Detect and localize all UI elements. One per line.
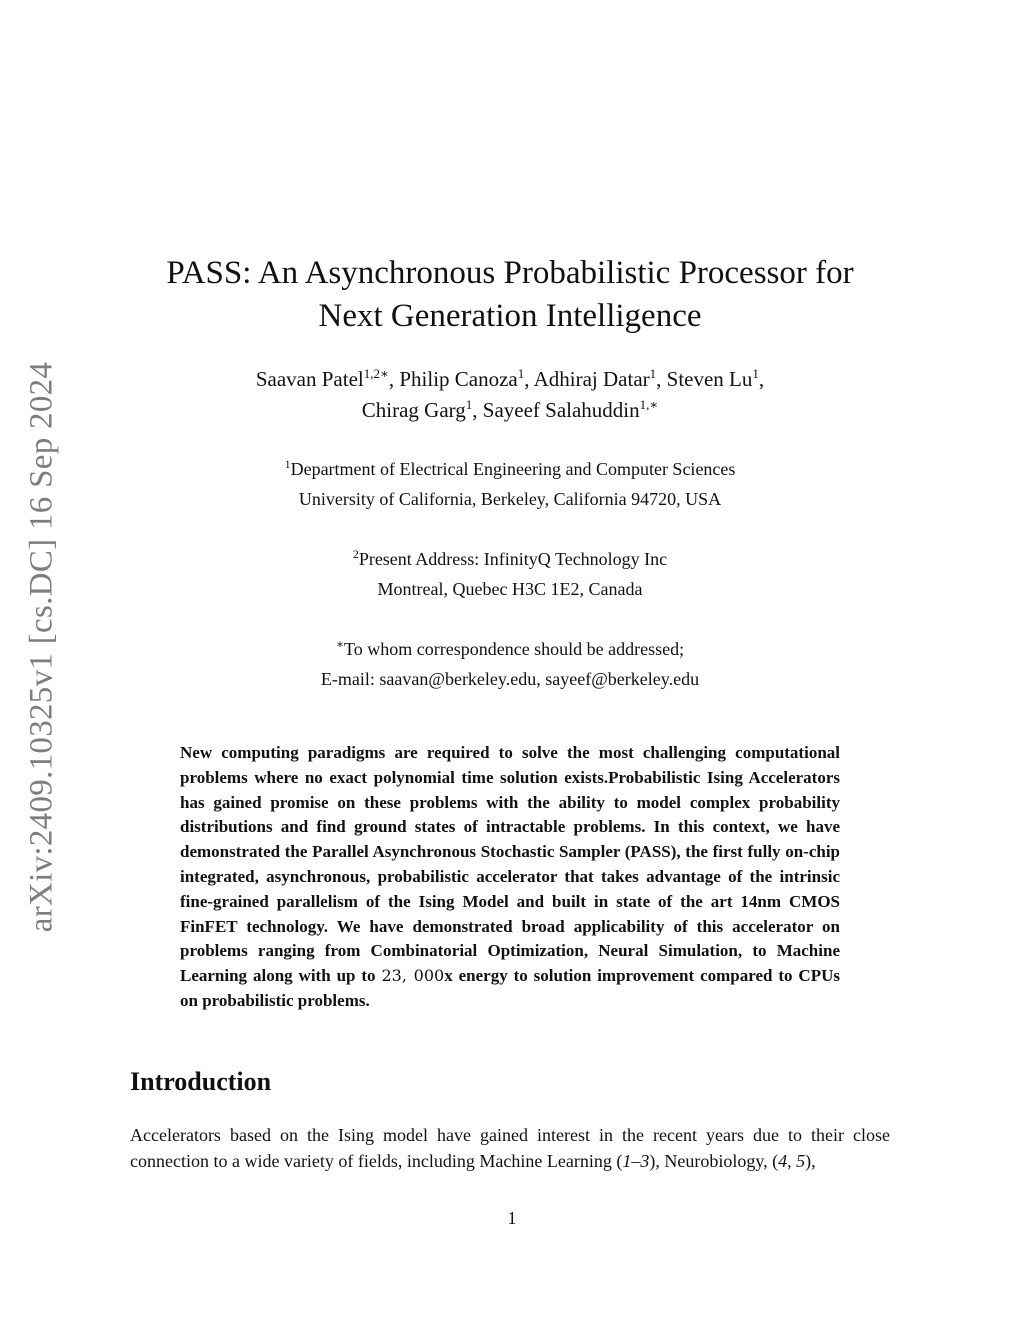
author-name: Adhiraj Datar [533,367,650,391]
author-name: Sayeef Salahuddin [482,398,640,422]
arxiv-identifier-stamp: arXiv:2409.10325v1 [cs.DC] 16 Sep 2024 [23,361,60,933]
author-name: Chirag Garg [361,398,466,422]
paper-title [130,252,890,338]
author-name: Saavan Patel [255,367,364,391]
citation: 4, 5 [778,1151,806,1171]
author-list: Saavan Patel$^{1,2∗}$, Philip Canoza$^1$, Adhiraj Datar$^1$, Steven Lu$^1$, Chirag Garg$^1$, Sayeef Salahuddin$^{1,∗}$ [255,366,765,422]
author-affiliation-mark: 1,∗ [639,397,659,412]
title-line-1: PASS: An Asynchronous Probabilistic Processor for [166,255,854,291]
citation: 1–3 [622,1151,650,1171]
abstract: New computing paradigms are required to solve the most challenging computational problems where no exact polynomial time solution exists.Probabilistic Ising Accelerators has gained promise on these problems with the ability to model complex probability distributions and find ground states of intractable problems. In this context, we have demonstrated the Parallel Asynchronous Stochastic Sampler (PASS), the first fully on-chip integrated, asynchronous, probabilistic accelerator that takes advantage of the intrinsic fine-grained parallelism of the Ising Model and built in state of the art 14nm CMOS FinFET technology. We have demonstrated broad applicability of this accelerator on problems ranging from Combinatorial Optimization, Neural Simulation, to Machine Learning along with up to 23, 000x energy to solution improvement compared to CPUs on probabilistic problems. [180,743,840,1010]
author-name: Steven Lu [666,367,753,391]
author-affiliation-mark: 1 [752,366,759,381]
energy-improvement-value: 23, 000 [381,966,445,986]
affiliation-2: $^2$Present Address: InfinityQ Technology Inc Montreal, Quebec H3C 1E2, Canada [352,547,668,599]
affiliation-1: $^1$Department of Electrical Engineering and Computer Sciences University of California, Berkeley, California 94720, USA [284,457,736,509]
author-name: Philip Canoza [399,367,518,391]
author-affiliation-mark: 1 [465,397,473,412]
correspondence-note: ∗To whom correspondence should be addressed; E-mail: saavan@berkeley.edu, sayeef@berkeley.edu [320,637,700,689]
author-affiliation-mark: 1,2∗ [363,366,389,381]
author-affiliation-mark: 1 [649,366,657,381]
section-heading-introduction: Introduction [130,1067,272,1096]
page-number: 1 [507,1208,517,1228]
author-affiliation-mark: 1 [517,366,525,381]
introduction-paragraph: Accelerators based on the Ising model have gained interest in the recent years due to their close connection to a wide variety of fields, including Machine Learning (1–3), Neurobiology, (4, 5), [130,1125,890,1171]
title-line-2: Next Generation Intelligence [318,298,702,334]
contact-emails: E-mail: saavan@berkeley.edu, sayeef@berkeley.edu [320,669,700,689]
